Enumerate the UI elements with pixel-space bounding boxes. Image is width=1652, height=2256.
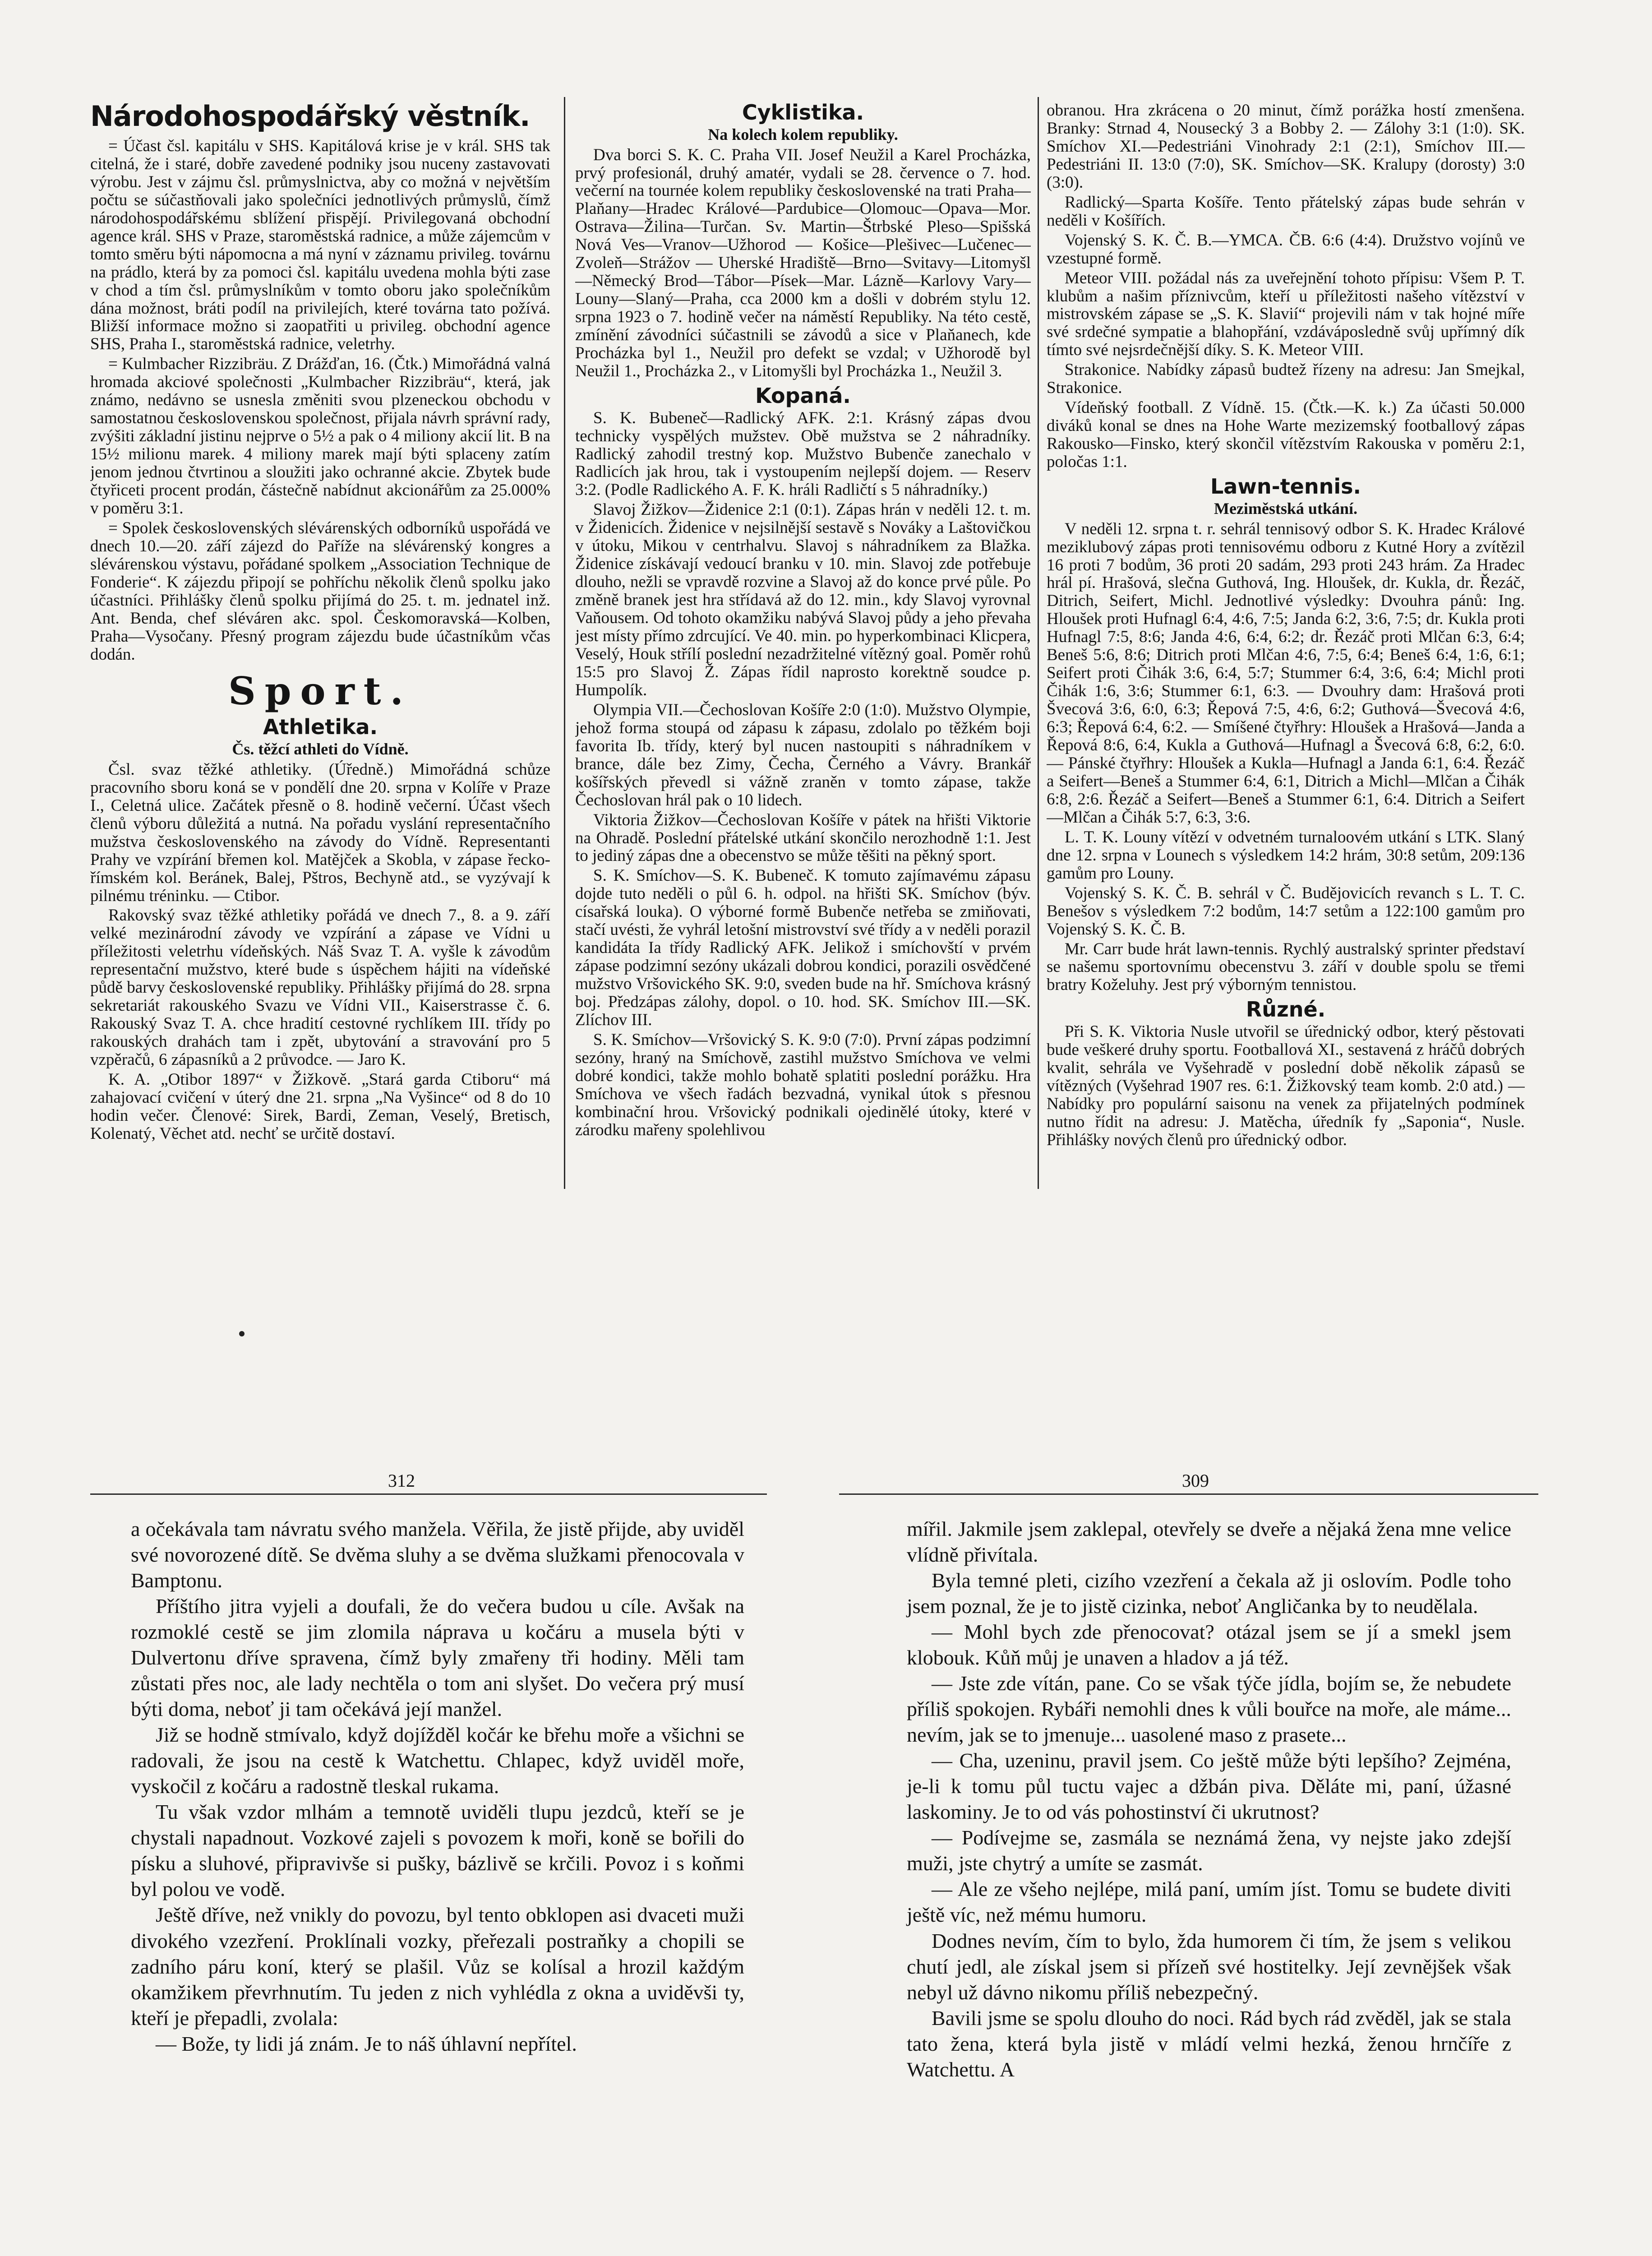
column-divider: [1038, 97, 1039, 1189]
paragraph: Meteor VIII. požádal nás za uveřejnění tohoto přípisu: Všem P. T. klubům a našim příznivcům, kteří u příležitosti našeho vítězství v mistrovském zápase se „S. K. Slavií“ projevili nám v tak hojné míře své srdečné sympatie a blahopřání, vzdáváposledně svůj upřímný dík tímto své nejsrdečnější díky. S. K. Meteor VIII.: [1047, 268, 1525, 360]
athletics-heading: Athletika.: [263, 715, 378, 740]
page-number-right: 309: [1182, 1470, 1209, 1491]
paragraph: — Jste zde vítán, pane. Co se však týče jídla, bojím se, že nebudete příliš spokojen. Rybáři nemohli dnes k vůli bouřce na moře, ale máme... nevím, jak se to jmenuje... uasolené maso z prasete...: [907, 1672, 1511, 1747]
paragraph: Čsl. svaz těžké athletiky. (Úředně.) Mimořádná schůze pracovního sboru koná se v pondělí dne 20. srpna v Kolíře v Praze I., Celetná ulice. Začátek přesně o 8. hodině večerní. Účast všech členů výboru důležitá a nutná. Na pořadu vyslání representačního mužstva československého na závody do Vídně. Representanti Prahy ve vzpírání břemen kol. Matějček a Skobla, v zápase řecko-římském kol. Beránek, Balej, Pštros, Bechyně atd., se vyzývají k pilnému tréninku. — Ctibor.: [90, 760, 550, 905]
paragraph: — Podívejme se, zasmála se neznámá žena, vy nejste jako zdejší muži, jste chytrý a umíte se zasmát.: [907, 1826, 1511, 1875]
paragraph: Vídeňský football. Z Vídně. 15. (Čtk.—K. k.) Za účasti 50.000 diváků konal se dnes na Hohe Warte mezizemský footballový zápas Rakousko—Finsko, který skončil vítězstvím Rakouska v poměru 2:1, poločas 1:1.: [1047, 398, 1525, 472]
story-column-right: [907, 1516, 1511, 2082]
paragraph: Vojenský S. K. Č. B.—YMCA. ČB. 6:6 (4:4). Družstvo vojínů ve vzestupné formě.: [1047, 231, 1525, 268]
paragraph: obranou. Hra zkrácena o 20 minut, čímž porážka hostí zmenšena. Branky: Strnad 4, Nousecký 3 a Bobby 2. — Zálohy 3:1 (1:0). SK. Smíchov XI.—Pedestriáni Vinohrady 2:1 (2:1), Smíchov III.—Pedestriáni II. 13:0 (7:0), SK. Smíchov—SK. Kralupy (dorosty) 3:0 (3:0).: [1047, 102, 1525, 192]
paragraph: S. K. Bubeneč—Radlický AFK. 2:1. Krásný zápas dvou technicky vyspělých mužstev. Obě mužstva se 2 náhradníky. Radlický zahodil trestný kop. Mužstvo Bubenče zanechalo v Radlicích jak hrou, tak i vystoupením nejlepší dojem. — Reserv 3:2. (Podle Radlického A. F. K. hráli Radličtí s 5 náhradníky.): [575, 408, 1031, 499]
paragraph: L. T. K. Louny vítězí v odvetném turnaloovém utkání s LTK. Slaný dne 12. srpna v Lounech s výsledkem 14:2 hrám, 30:8 setům, 209:136 gamům pro Louny.: [1047, 828, 1525, 883]
paragraph: Viktoria Žižkov—Čechoslovan Košíře v pátek na hřišti Viktorie na Ohradě. Poslední přátelské utkání skončilo nerozhodně 1:1. Jest to jediný zápas dne a obecenstvo se může těšiti na pěkný sport.: [575, 810, 1031, 865]
paragraph: Radlický—Sparta Košíře. Tento přátelský zápas bude sehrán v neděli v Košířích.: [1047, 193, 1525, 230]
paragraph: Vojenský S. K. Č. B. sehrál v Č. Budějovicích revanch s L. T. C. Benešov s výsledkem 7:2 bodům, 14:7 setům a 122:100 gamům pro Vojenský S. K. Č. B.: [1047, 883, 1525, 938]
column-tennis-misc: [1047, 102, 1525, 1151]
column-cycling-football: [575, 97, 1031, 1141]
tennis-heading: Lawn-tennis.: [1210, 474, 1361, 499]
column-divider: [564, 97, 565, 1189]
paragraph: — Ale ze všeho nejlépe, milá paní, umím jíst. Tomu se budete diviti ještě víc, než mému humoru.: [907, 1877, 1511, 1927]
page-rule: [90, 1493, 767, 1495]
paragraph: — Bože, ty lidi já znám. Je to náš úhlavní nepřítel.: [156, 2032, 577, 2055]
paragraph: Tu však vzdor mlhám a temnotě uviděli tlupu jezdců, kteří se je chystali napadnout. Vozkové zajeli s povozem k moři, koně se bořili do písku a sluhové, připravivše si pušky, bázlivě se krčili. Povoz i s koňmi byl polou ve vodě.: [131, 1800, 744, 1901]
paragraph: Strakonice. Nabídky zápasů budtež řízeny na adresu: Jan Smejkal, Strakonice.: [1047, 361, 1525, 398]
paragraph: Dva borci S. K. C. Praha VII. Josef Neužil a Karel Procházka, prvý profesionál, druhý amatér, vydali se 28. července o 7. hod. večerní na tournée kolem republiky československé na trati Praha—Plaňany—Hradec Králové—Pardubice—Olomouc—Opava—Mor. Ostrava—Žilina—Turčan. Sv. Martin—Štrbské Pleso—Spišská Nová Ves—Vranov—Užhorod — Košice—Plešivec—Lučenec—Zvoleň—Strážov — Uherské Hradiště—Brno—Svitavy—Litomyšl—Německý Brod—Tábor—Písek—Mar. Lázně—Karlovy Vary—Louny—Slaný—Praha, cca 2000 km a došli v dobrém stylu 12. srpna 1923 o 7. hodině večer na náměstí Republiky. Na této cestě, zmínění závodníci súčastnili se závodů a sice v Plaňanech, kde Procházka byl 1., Neužil pro defekt se vzdal; v Užhorodě byl Neužil 1., Procházka 2., v Litomyšli byl Procházka 1., Neužil 3.: [575, 145, 1031, 380]
sport-heading: Sport.: [228, 668, 412, 713]
paragraph: Ještě dříve, než vnikly do povozu, byl tento obklopen asi dvaceti muži divokého vzezření. Proklínali vozky, přeřezali postraňky a chopili se zadního páru koní, který se plašil. Vůz se kolísal a hrozil každým okamžikem převrhnutím. Tu jeden z nich vyhlédla z okna a uviděvši ty, kteří je přepadli, zvolala:: [131, 1903, 744, 2029]
paragraph: = Účast čsl. kapitálu v SHS. Kapitálová krise je v král. SHS tak citelná, že i staré, dobře zavedené podniky jsou nuceny zastavovati výrobu. Jest v zájmu čsl. průmyslnictva, aby co možná v největším počtu se súčastňovali jako společníci jednotlivých průmyslů, čímž národohospodářskému sblížení přispějí. Privilegovaná obchodní agence král. SHS v Praze, staroměstská radnice, a může zájemcům v tomto směru býti nápomocna a má nyní v záznamu privileg. továrnu na prádlo, která by za pomoci čsl. kapitálu uvedena mohla býti zase v chod a tím čsl. průmyslníkům v tomto oboru jako společníkům dána možnost, bráti podíl na privilejích, které továrna tato požívá. Bližší informace možno si zaopatřiti u privileg. obchodní agence SHS, Praha I., staroměstská radnice, veletrhy.: [90, 136, 550, 354]
paragraph: Již se hodně stmívalo, když dojížděl kočár ke břehu moře a všichni se radovali, že jsou na cestě k Watchettu. Chlapec, když uviděl moře, vyskočil z kočáru a radostně tleskal rukama.: [131, 1723, 744, 1798]
column-economy-sport: [90, 97, 550, 1145]
paragraph: mířil. Jakmile jsem zaklepal, otevřely se dveře a nějaká žena mne velice vlídně přivítala.: [907, 1517, 1511, 1567]
paragraph: K. A. „Otibor 1897“ v Žižkově. „Stará garda Ctiboru“ má zahajovací cvičení v úterý dne 21. srpna „Na Vyšince“ od 8 do 10 hodin večer. Členové: Sirek, Bardi, Zeman, Veselý, Bretisch, Kolenatý, Věchet atd. nechť se určitě dostaví.: [90, 1070, 550, 1143]
paragraph: — Cha, uzeninu, pravil jsem. Co ještě může býti lepšího? Zejména, je-li k tomu půl tuctu vajec a džbán piva. Děláte mi, paní, úžasné laskominy. Je to od vás pohostinství či ukrutnost?: [907, 1749, 1511, 1824]
paragraph: Dodnes nevím, čím to bylo, žda humorem či tím, že jsem s velikou chutí jedl, ale získal jsem si přízeň své hostitelky. Její zevnějšek však nebyl už dávno nikomu příliš nebezpečný.: [907, 1929, 1511, 2004]
paragraph: Při S. K. Viktoria Nusle utvořil se úřednický odbor, který pěstovati bude veškeré druhy sportu. Footballová XI., sestavená z hráčů dobrých kvalit, sehrála ve Vyšehradě v poslední době několik zápasů se vítězných (Vyšehrad 1907 res. 6:1. Žižkovský team komb. 2:0 atd.) — Nabídky pro populární saisonu na venek za přijatelných podmínek nutno řídit na adresu: J. Matěcha, úředník fy „Saponia“, Nusle. Přihlášky nových členů pro úřednický odbor.: [1047, 1022, 1525, 1149]
paragraph: Příštího jitra vyjeli a doufali, že do večera budou u cíle. Avšak na rozmoklé cestě se jim zlomila náprava u kočáru a musela býti v Dulvertonu dříve spravena, čímž byly zmařeny tři hodiny. Měli tam zůstati přes noc, ale lady nechtěla o tom ani slyšet. Do večera prý musí býti doma, neboť ji tam očekává její manžel.: [131, 1595, 744, 1721]
paragraph: S. K. Smíchov—Vršovický S. K. 9:0 (7:0). První zápas podzimní sezóny, hraný na Smíchově, zastihl mužstvo Smíchova ve velmi dobré kondici, takže mohlo bohatě splatiti poslední porážku. Hra Smíchova ve všech řadách bezvadná, vynikal útok s přesnou kombinační hrou. Vršovický podnikali ojedinělé útoky, které v zárodku mařeny spolehlivou: [575, 1031, 1031, 1139]
paragraph: V neděli 12. srpna t. r. sehrál tennisový odbor S. K. Hradec Králové meziklubový zápas proti tennisovému odboru z Kutné Hory a zvítězil 16 proti 7 bodům, 36 proti 20 sadám, 293 proti 243 hrám. Za Hradec hrál pí. Hrašová, slečna Guthová, Ing. Hloušek, dr. Kukla, dr. Řezáč, Ditrich, Seifert, Michl. Jednotlivé výsledky: Dvouhra pánů: Ing. Hloušek proti Hufnagl 6:4, 4:6, 7:5; Janda 6:2, 3:6, 7:5; dr. Kukla proti Hufnagl 7:5, 8:6; Janda 4:6, 6:4, 6:2; dr. Řezáč proti Mlčan 6:3, 6:4; Beneš 5:6, 8:6; Ditrich proti Mlčan 4:6, 7:5, 6:4; Beneš 6:4, 1:6, 6:1; Seifert proti Čihák 3:6, 6:4, 5:7; Stummer 6:4, 3:6, 6:4; Michl proti Čihák 1:6, 3:6; Stummer 6:1, 6:3. — Dvouhry dam: Hrašová proti Švecová 3:6, 6:0, 6:3; Řepová 7:5, 4:6, 6:2; Guthová—Švecová 4:6, 6:3; Řepová 6:4, 6:2. — Smíšené čtyřhry: Hloušek a Hrašová—Janda a Řepová 8:6, 6:4, Kukla a Guthová—Hufnagl a Švecová 6:8, 6:2, 6:0. — Pánské čtyřhry: Hloušek a Kukla—Hufnagl a Janda 6:1, 6:4. Řezáč a Seifert—Beneš a Stummer 6:4, 6:1, Ditrich a Michl—Mlčan a Čihák 6:8, 2:6. Řezáč a Seifert—Beneš a Stummer 6:1, 6:4. Ditrich a Seifert—Mlčan a Čihák 5:7, 6:3, 3:6.: [1047, 519, 1525, 827]
scan-speck: [239, 1331, 245, 1336]
paragraph: = Spolek československých slévárenských odborníků uspořádá ve dnech 10.—20. září zájezd do Paříže na slévárenský kongres a slévárenskou výstavu, pořádané spolkem „Association Technique de Fonderie“. K zájezdu připojí se pohříchu několik členů spolku jako účastníci. Přihlášky členů spolku přijímá do 25. t. m. jednatel inž. Ant. Benda, chef sléváren akc. spol. Českomoravská—Kolben, Praha—Vysočany. Přesný program zájezdu bude účastníkům včas dodán.: [90, 518, 550, 664]
paragraph: — Mohl bych zde přenocovat? otázal jsem se jí a smekl jsem klobouk. Kůň můj je unaven a hladov a já též.: [907, 1620, 1511, 1669]
paragraph: Rakovský svaz těžké athletiky pořádá ve dnech 7., 8. a 9. září velké mezinárodní závody ve vzpírání a zápase ve Vídni u příležitosti veletrhu vídeňských. Náš Svaz T. A. vyšle k závodům representační mužstvo, které bude s úspěchem hájiti na vídeňské půdě barvy československé republiky. Přihlášky přijímá do 28. srpna sekretariát rakouského Svazu ve Vídni VII., Kaiserstrasse č. 6. Rakouský Svaz T. A. chce hradití cestovné rychlíkem III. třídy po rakouských drahách tam i zpět, ubytování a stravování pro 5 vzpěračů, 6 zápasníků a 2 průvodce. — Jaro K.: [90, 906, 550, 1069]
paragraph: Olympia VII.—Čechoslovan Košíře 2:0 (1:0). Mužstvo Olympie, jehož forma stoupá od zápasu k zápasu, zdolalo po těžkém boji favorita Ib. třídy, který byl nucen nastoupiti s náhradníkem v brance, dále bez Zimy, Čecha, Černého a Vávry. Brankář košířských převedl si vážně zraněn v tomto zápase, takže Čechoslovan hrál pak o 10 lidech.: [575, 700, 1031, 809]
paragraph: Mr. Carr bude hrát lawn-tennis. Rychlý australský sprinter představí se našemu sportovnímu obecenstvu 3. září v double spolu se třemi bratry Koželuhy. Jest prý výborným tennistou.: [1047, 939, 1525, 994]
football-heading: Kopaná.: [755, 383, 851, 408]
athletics-subheading: Čs. těžcí athleti do Vídně.: [232, 740, 409, 758]
misc-heading: Různé.: [1246, 997, 1326, 1022]
page-number-left: 312: [388, 1470, 415, 1491]
paragraph: = Kulmbacher Rizzibräu. Z Drážďan, 16. (Čtk.) Mimořádná valná hromada akciové společnosti „Kulmbacher Rizzibräu“, která, jak známo, nedávno se usnesla změniti svou plzeneckou obchodu v samostatnou československou společnost, přijala návrh správní rady, zvýšiti základní jistinu nejprve o 5½ a pak o 4 miliony akcií lit. B na 15½ milionu marek. 4 miliony marek mají býti splaceny zatím jenom jednou čtvrtinou a sloužiti jako ochranné akcie. Zbytek bude čtyřiceti procent prodán, částečně nabídnut akcionářům za 25.000% v poměru 3:1.: [90, 355, 550, 518]
cycling-subheading: Na kolech kolem republiky.: [708, 125, 898, 143]
paragraph: Bavili jsme se spolu dlouho do noci. Rád bych rád zvěděl, jak se stala tato žena, která byla jistě v mládí velmi hezká, ženou hrnčíře z Watchettu. A: [907, 2006, 1511, 2081]
page-rule: [839, 1493, 1538, 1495]
economy-heading: Národohospodářský věstník.: [90, 100, 530, 133]
cycling-heading: Cyklistika.: [742, 100, 864, 125]
paragraph: Slavoj Žižkov—Židenice 2:1 (0:1). Zápas hrán v neděli 12. t. m. v Židenicích. Židenice v nejsilnější sestavě s Nováky a Laštovičkou v útoku, Mikou v centrhalvu. Slavoj s náhradníkem za Blažka. Židenice získávají vedoucí branku v 10. min. Slavoj zde potřebuje dlouho, nežli se vpravdě rozvine a Slavoj až do konce prvé půle. Po změně branek jest hra střídavá až do 12. min., kdy Slavoj vyrovnal Vaňousem. Od tohoto okamžiku nabývá Slavoj půdy a jeho převaha jest místy přímo zdrcující. Ve 40. min. po hyperkombinaci Klicpera, Veselý, Houk střílí poslední nezadržitelné vítězný goal. Poměr rohů 15:5 pro Slavoj Ž. Zápas řídil naprosto korektně soudce p. Humpolík.: [575, 500, 1031, 699]
paragraph: Byla temné pleti, cizího vzezření a čekala až ji oslovím. Podle toho jsem poznal, že je to jistě cizinka, neboť Angličanka by to neudělala.: [907, 1569, 1511, 1618]
paragraph: S. K. Smíchov—S. K. Bubeneč. K tomuto zajímavému zápasu dojde tuto neděli o půl 6. h. odpol. na hřišti SK. Smíchov (býv. císařská louka). O výborné formě Bubenče netřeba se zmiňovati, stačí uvésti, že vyhrál letošní mistrovství své třídy a v neděli porazil kandidáta Ia třídy Radlický AFK. Jelikož i smíchovští v prvém zápase podzimní sezóny ukázali dobrou kondici, porazili osvědčené mužstvo Vršovického SK. 9:0, sveden bude na hř. Smíchova krásný boj. Předzápas zálohy, dopol. o 10. hod. SK. Smíchov III.—SK. Zlíchov III.: [575, 866, 1031, 1030]
story-column-left: [131, 1516, 744, 2057]
paragraph: a očekávala tam návratu svého manžela. Věřila, že jistě přijde, aby uviděl své novorozené dítě. Se dvěma sluhy a se dvěma služkami přenocovala v Bamptonu.: [131, 1517, 744, 1592]
tennis-subheading: Meziměstská utkání.: [1214, 499, 1357, 518]
